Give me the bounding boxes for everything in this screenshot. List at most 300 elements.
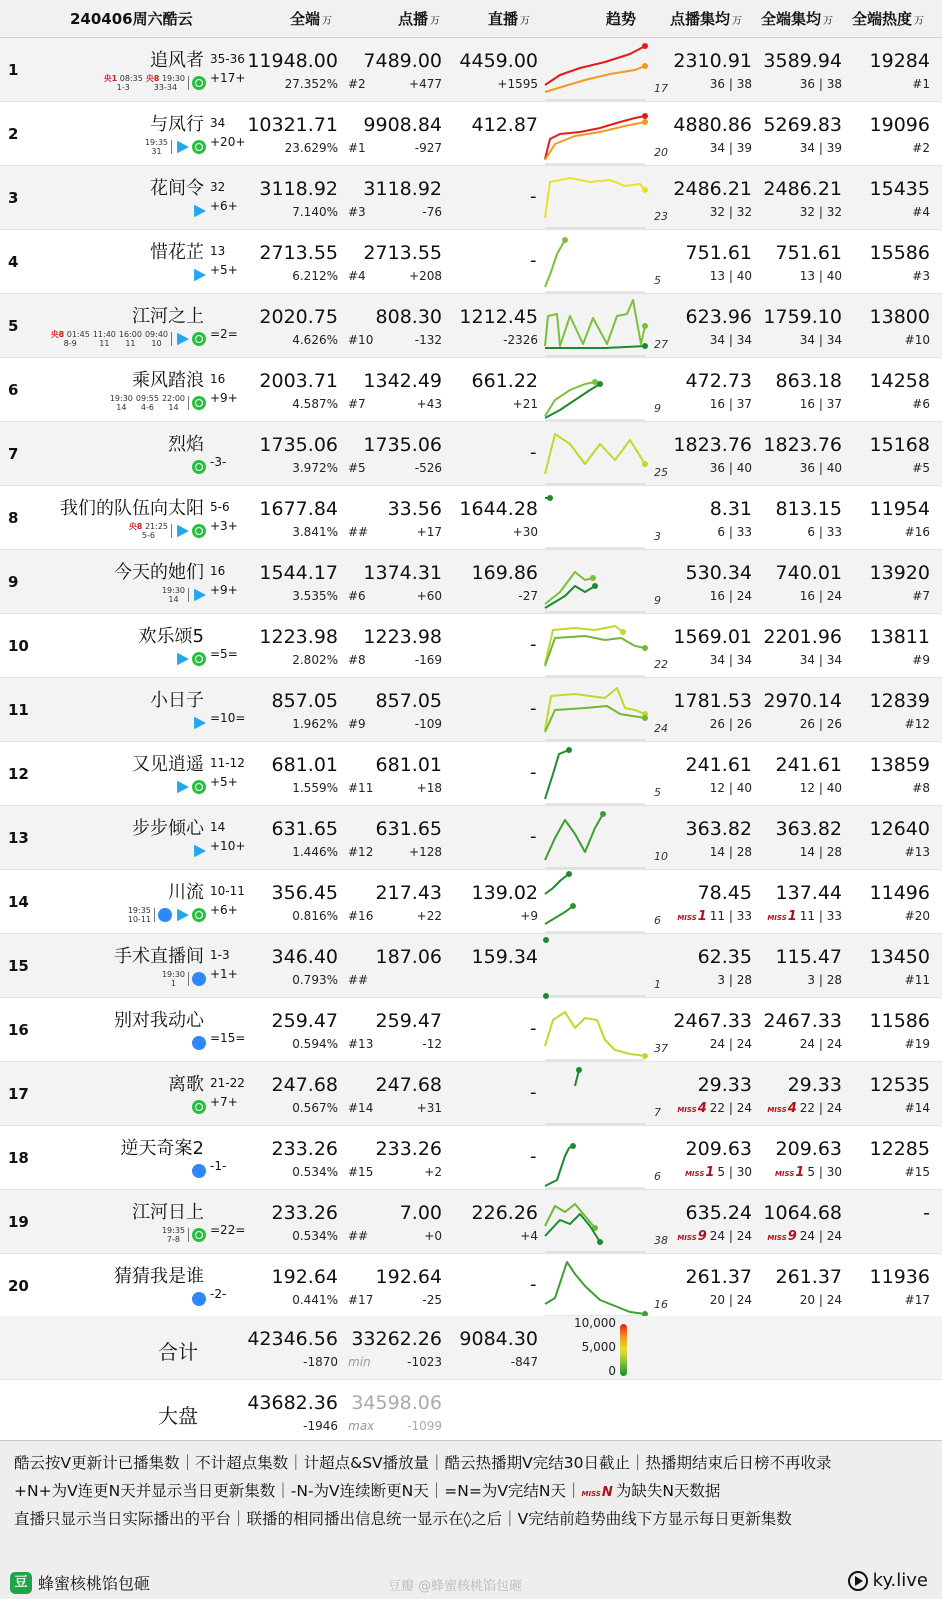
live-views: 159.34: [471, 946, 538, 968]
platforms: [192, 1034, 206, 1052]
trend-end-dot: [642, 119, 648, 125]
table-row[interactable]: [0, 1254, 942, 1318]
all-views: 259.47: [271, 1010, 338, 1032]
drama-title[interactable]: 追风者: [150, 50, 204, 71]
episode-count: 16: [654, 1298, 668, 1311]
trend-end-dot: [620, 629, 626, 635]
heat-rank: #15: [904, 1165, 930, 1179]
all-avg: 3589.94: [763, 50, 842, 72]
platforms: [175, 778, 206, 796]
tv-slot: 22:00 14: [161, 394, 185, 412]
platform-iq-icon[interactable]: [192, 780, 206, 794]
platform-yk-icon[interactable]: [192, 972, 206, 986]
update-streak: +6+: [210, 199, 238, 213]
platform-iq-icon[interactable]: [192, 460, 206, 474]
vod-change: +128: [409, 845, 442, 859]
live-empty: -: [530, 186, 537, 207]
all-avg: 813.15: [775, 498, 842, 520]
platform-tx-icon[interactable]: [192, 716, 206, 730]
vod-views: 9908.84: [363, 114, 442, 136]
watermark: 豆瓣 @蜂蜜核桃馅包砸: [388, 1579, 523, 1594]
drama-title[interactable]: 别对我动心: [114, 1010, 204, 1031]
trend-sparkline: [545, 1192, 655, 1252]
platform-iq-icon[interactable]: [192, 332, 206, 346]
vod-rank: #15: [348, 1165, 374, 1179]
trend-sparkline: [545, 1000, 655, 1060]
drama-title[interactable]: 江河之上: [132, 306, 204, 327]
vod-views: 808.30: [375, 306, 442, 328]
platforms: [145, 138, 206, 156]
live-change: +1595: [497, 77, 538, 91]
vod-avg-sub: 36 | 40: [709, 461, 752, 475]
all-views: 857.05: [271, 690, 338, 712]
rank: 18: [8, 1149, 29, 1167]
vod-avg-sub: 26 | 26: [709, 717, 752, 731]
vod-rank: #9: [348, 717, 366, 731]
drama-title[interactable]: 离歌: [168, 1074, 204, 1095]
tv-slot: 16:00 11: [118, 330, 142, 348]
update-streak: =15=: [210, 1031, 246, 1045]
totals-all: 42346.56: [247, 1328, 338, 1350]
all-views: 1677.84: [259, 498, 338, 520]
drama-title[interactable]: 乘风踏浪: [132, 370, 204, 391]
heat-rank: #3: [912, 269, 930, 283]
all-avg: 863.18: [775, 370, 842, 392]
trend-end-dot: [642, 1053, 648, 1059]
episode-count: 20: [654, 146, 668, 159]
trend-sparkline: [545, 296, 655, 356]
totals-label: 合计: [158, 1340, 198, 1364]
table-row[interactable]: [0, 1190, 942, 1254]
vod-views: 7.00: [399, 1202, 442, 1224]
tv-slot: 19:35 10-11: [127, 906, 151, 924]
episode-range: 21-22: [210, 1076, 245, 1090]
vod-avg: 4880.86: [673, 114, 752, 136]
vod-avg-sub: MISS4 22 | 24: [677, 1101, 752, 1116]
episode-range: 13: [210, 244, 226, 258]
heat: 13450: [869, 946, 930, 968]
vod-avg-sub: MISS1 11 | 33: [677, 909, 752, 924]
platform-tx-icon[interactable]: [192, 204, 206, 218]
platforms: [192, 1290, 206, 1308]
vod-change: +17: [416, 525, 442, 539]
platforms: [128, 906, 206, 924]
trend-sparkline: [545, 1128, 655, 1188]
platform-tx-icon[interactable]: [192, 844, 206, 858]
note-line-1: 酷云按V更新计已播集数｜不计超点集数｜计超点&SV播放量｜酷云热播期V完结30日截止｜热播期结束后日榜不再收录: [14, 1454, 832, 1472]
update-streak: =10=: [210, 711, 246, 725]
all-avg-sub: 20 | 24: [799, 1293, 842, 1307]
trend-sparkline: [545, 168, 655, 228]
vod-avg-sub: 34 | 34: [709, 333, 752, 347]
table-row[interactable]: [0, 102, 942, 166]
drama-title[interactable]: 烈焰: [168, 434, 204, 455]
heat-rank: #9: [912, 653, 930, 667]
trend-end-dot: [642, 187, 648, 193]
all-avg: 363.82: [775, 818, 842, 840]
table-row[interactable]: [0, 550, 942, 614]
note-line-3: 直播只显示当日实际播出的平台｜联播的相同播出信息统一显示在◊之后｜V完结前趋势曲线下方显示每日更新集数: [14, 1510, 792, 1528]
drama-title[interactable]: 逆天奇案2: [120, 1138, 204, 1159]
legend-tick-zero: 0: [608, 1364, 616, 1378]
update-streak: +17+: [210, 71, 246, 85]
trend-end-dot: [597, 1239, 603, 1245]
all-avg: 2970.14: [763, 690, 842, 712]
vod-views: 2713.55: [363, 242, 442, 264]
legend-tick-max: 10,000: [574, 1316, 616, 1330]
tv-slot: 09:55 4-6: [135, 394, 159, 412]
episode-count: 17: [654, 82, 668, 95]
platform-iq-icon[interactable]: [192, 396, 206, 410]
heat: 11936: [869, 1266, 930, 1288]
all-views: 11948.00: [247, 50, 338, 72]
vod-rank: #16: [348, 909, 374, 923]
vod-change: -109: [414, 717, 442, 731]
table-row[interactable]: [0, 742, 942, 806]
heat-rank: #11: [904, 973, 930, 987]
drama-title[interactable]: 步步倾心: [132, 818, 204, 839]
totals-all-chg: -1870: [303, 1355, 338, 1369]
episode-count: 6: [654, 914, 661, 927]
tv-slot: 19:30 1: [161, 970, 185, 988]
market-row: [0, 1380, 942, 1444]
all-views: 233.26: [271, 1138, 338, 1160]
vod-avg-sub: 24 | 24: [709, 1037, 752, 1051]
trend-end-dot: [590, 575, 596, 581]
table-row[interactable]: [0, 358, 942, 422]
all-views: 1223.98: [259, 626, 338, 648]
table-row[interactable]: [0, 230, 942, 294]
platform-tx-icon[interactable]: [175, 332, 189, 346]
vod-change: -927: [414, 141, 442, 155]
heat: 13800: [869, 306, 930, 328]
vod-avg: 241.61: [685, 754, 752, 776]
vod-views: 259.47: [375, 1010, 442, 1032]
heat: 15435: [869, 178, 930, 200]
heat: 19096: [869, 114, 930, 136]
site-link[interactable]: [848, 1570, 928, 1591]
drama-title[interactable]: 川流: [168, 882, 204, 903]
rank: 11: [8, 701, 29, 719]
trend-line: [545, 46, 645, 85]
market-share: 3.841%: [292, 525, 338, 539]
market-share: 0.816%: [292, 909, 338, 923]
vod-rank: #11: [348, 781, 374, 795]
vod-avg-sub: 13 | 40: [709, 269, 752, 283]
table-row[interactable]: [0, 486, 942, 550]
rank: 1: [8, 61, 19, 79]
col-heat: 全端热度 万: [852, 10, 925, 28]
vod-views: 187.06: [375, 946, 442, 968]
all-views: 247.68: [271, 1074, 338, 1096]
platform-tx-icon[interactable]: [175, 908, 189, 922]
episode-count: 10: [654, 850, 668, 863]
trend-sparkline: [545, 488, 655, 548]
platform-iq-icon[interactable]: [192, 652, 206, 666]
drama-title[interactable]: 与凤行: [150, 114, 204, 135]
all-views: 192.64: [271, 1266, 338, 1288]
table-row[interactable]: [0, 678, 942, 742]
trend-end-dot: [642, 63, 648, 69]
vod-rank: #2: [348, 77, 366, 91]
totals-vod: 33262.26: [351, 1328, 442, 1350]
update-streak: +10+: [210, 839, 246, 853]
platforms: [192, 202, 206, 220]
trend-line: [545, 572, 593, 604]
vod-change: +477: [409, 77, 442, 91]
trend-sparkline: [545, 808, 655, 868]
market-share: 1.559%: [292, 781, 338, 795]
vod-avg-sub: 6 | 33: [717, 525, 752, 539]
vod-avg: 363.82: [685, 818, 752, 840]
live-views: 4459.00: [459, 50, 538, 72]
update-streak: +1+: [210, 967, 238, 981]
vod-avg: 29.33: [697, 1074, 752, 1096]
drama-title[interactable]: 江河日上: [132, 1202, 204, 1223]
heat: 13859: [869, 754, 930, 776]
market-share: 7.140%: [292, 205, 338, 219]
all-avg-sub: 34 | 34: [799, 333, 842, 347]
table-row[interactable]: [0, 38, 942, 102]
tv-slot: 央8 01:45 8-9: [50, 330, 90, 348]
platforms: [162, 970, 206, 988]
drama-title[interactable]: 欢乐颂5: [138, 626, 204, 647]
update-streak: =2=: [210, 327, 238, 341]
platform-tx-icon[interactable]: [175, 652, 189, 666]
heat-rank: #1: [912, 77, 930, 91]
divider: [188, 1228, 189, 1242]
platform-tx-icon[interactable]: [175, 140, 189, 154]
live-empty: -: [530, 762, 537, 783]
platform-tx-icon[interactable]: [192, 588, 206, 602]
vod-rank: #8: [348, 653, 366, 667]
vod-views: 3118.92: [363, 178, 442, 200]
vod-avg: 623.96: [685, 306, 752, 328]
tv-slot: 19:35 7-8: [161, 1226, 185, 1244]
vod-avg: 635.24: [685, 1202, 752, 1224]
trend-end-dot: [642, 461, 648, 467]
vod-avg: 2310.91: [673, 50, 752, 72]
trend-end-dot: [566, 871, 572, 877]
drama-title[interactable]: 惜花芷: [150, 242, 204, 263]
drama-title[interactable]: 我们的队伍向太阳: [60, 498, 204, 519]
heat-rank: #6: [912, 397, 930, 411]
divider: [171, 140, 172, 154]
vod-views: 1223.98: [363, 626, 442, 648]
vod-avg: 8.31: [709, 498, 752, 520]
update-streak: +5+: [210, 263, 238, 277]
table-row[interactable]: [0, 934, 942, 998]
divider: [188, 972, 189, 986]
trend-end-dot: [562, 237, 568, 243]
market-share: 23.629%: [284, 141, 338, 155]
platform-iq-icon[interactable]: [192, 524, 206, 538]
totals-live: 9084.30: [459, 1328, 538, 1350]
update-streak: +5+: [210, 775, 238, 789]
table-row[interactable]: [0, 1126, 942, 1190]
rank: 3: [8, 189, 19, 207]
live-views: 412.87: [471, 114, 538, 136]
vod-avg-sub: 36 | 38: [709, 77, 752, 91]
drama-title[interactable]: 手术直播间: [114, 946, 204, 967]
vod-views: 217.43: [375, 882, 442, 904]
market-share: 3.972%: [292, 461, 338, 475]
trend-end-dot: [570, 903, 576, 909]
all-avg: 740.01: [775, 562, 842, 584]
all-avg-sub: MISS4 22 | 24: [767, 1101, 842, 1116]
platform-iq-icon[interactable]: [192, 1100, 206, 1114]
vod-avg-sub: 16 | 37: [709, 397, 752, 411]
vod-rank: #7: [348, 397, 366, 411]
vod-change: -169: [414, 653, 442, 667]
live-empty: -: [530, 442, 537, 463]
update-streak: -2-: [210, 1287, 227, 1301]
trend-line: [545, 626, 623, 664]
trend-end-dot: [642, 113, 648, 119]
trend-sparkline: [545, 104, 655, 164]
platforms: [192, 1098, 206, 1116]
platform-iq-icon[interactable]: [192, 1228, 206, 1242]
drama-title[interactable]: 今天的她们: [114, 562, 204, 583]
heat: 13920: [869, 562, 930, 584]
table-row[interactable]: [0, 870, 942, 934]
live-views: 169.86: [471, 562, 538, 584]
trend-line: [545, 66, 645, 92]
trend-line: [545, 1146, 573, 1186]
heat-rank: #2: [912, 141, 930, 155]
all-avg-sub: 13 | 40: [799, 269, 842, 283]
drama-title[interactable]: 花间令: [150, 178, 204, 199]
all-avg-sub: MISS9 24 | 24: [767, 1229, 842, 1244]
col-all: 全端 万: [290, 10, 333, 28]
all-views: 681.01: [271, 754, 338, 776]
episode-count: 7: [654, 1106, 661, 1119]
col-vod-avg: 点播集均 万: [670, 10, 743, 28]
all-avg: 2201.96: [763, 626, 842, 648]
table-row[interactable]: [0, 1062, 942, 1126]
vod-change: -25: [422, 1293, 442, 1307]
platform-tx-icon[interactable]: [175, 780, 189, 794]
vod-rank: ##: [348, 973, 369, 987]
color-scale-legend: [548, 1316, 658, 1382]
table-row[interactable]: [0, 422, 942, 486]
table-row[interactable]: [0, 998, 942, 1062]
trend-end-dot: [597, 381, 603, 387]
trend-sparkline: [545, 40, 655, 100]
tv-slot: 央1 08:35 1-3: [103, 74, 143, 92]
vod-rank: #4: [348, 269, 366, 283]
all-views: 233.26: [271, 1202, 338, 1224]
drama-title[interactable]: 又见逍遥: [132, 754, 204, 775]
platforms: [51, 330, 206, 348]
trend-sparkline: [545, 424, 655, 484]
market-share: 0.793%: [292, 973, 338, 987]
trend-line: [545, 434, 645, 474]
heat: 19284: [869, 50, 930, 72]
episode-count: 9: [654, 402, 661, 415]
platform-yk-icon[interactable]: [192, 1292, 206, 1306]
table-row[interactable]: [0, 166, 942, 230]
platform-iq-icon[interactable]: [192, 76, 206, 90]
brand-name: 蜂蜜核桃馅包砸: [38, 1574, 151, 1593]
col-live: 直播 万: [488, 10, 531, 28]
trend-line: [545, 750, 569, 799]
rank: 14: [8, 893, 29, 911]
platform-yk-icon[interactable]: [192, 1036, 206, 1050]
rank: 13: [8, 829, 29, 847]
table-row[interactable]: [0, 806, 942, 870]
market-share: 4.626%: [292, 333, 338, 347]
vod-rank: #14: [348, 1101, 374, 1115]
episode-count: 1: [654, 978, 661, 991]
all-avg-sub: 24 | 24: [799, 1037, 842, 1051]
vod-rank: #12: [348, 845, 374, 859]
episode-range: 34: [210, 116, 226, 130]
drama-title[interactable]: 小日子: [150, 690, 204, 711]
vod-views: 681.01: [375, 754, 442, 776]
market-share: 6.212%: [292, 269, 338, 283]
rank: 9: [8, 573, 19, 591]
vod-avg: 751.61: [685, 242, 752, 264]
platforms: [104, 74, 206, 92]
update-streak: +7+: [210, 1095, 238, 1109]
platform-iq-icon[interactable]: [192, 908, 206, 922]
episode-count: 23: [654, 210, 668, 223]
all-avg: 137.44: [775, 882, 842, 904]
heat-rank: #7: [912, 589, 930, 603]
platforms: [192, 714, 206, 732]
heat: 13811: [869, 626, 930, 648]
vod-views: 7489.00: [363, 50, 442, 72]
all-avg: 1759.10: [763, 306, 842, 328]
platform-tx-icon[interactable]: [175, 524, 189, 538]
episode-range: 5-6: [210, 500, 230, 514]
episode-count: 25: [654, 466, 668, 479]
trend-end-dot: [642, 343, 648, 349]
vod-rank: #6: [348, 589, 366, 603]
rank: 4: [8, 253, 19, 271]
all-avg: 29.33: [787, 1074, 842, 1096]
trend-sparkline: [545, 872, 655, 932]
trend-line: [545, 240, 565, 287]
platform-iq-icon[interactable]: [192, 140, 206, 154]
vod-views: 192.64: [375, 1266, 442, 1288]
vod-change: -76: [422, 205, 442, 219]
all-avg: 2486.21: [763, 178, 842, 200]
trend-line: [545, 1214, 600, 1242]
platform-tx-icon[interactable]: [192, 268, 206, 282]
table-row[interactable]: [0, 614, 942, 678]
episode-count: 5: [654, 274, 661, 287]
platform-yk-icon[interactable]: [158, 908, 172, 922]
tv-slot: 19:30 14: [109, 394, 133, 412]
vod-avg-sub: 14 | 28: [709, 845, 752, 859]
tv-slot: 19:35 31: [144, 138, 168, 156]
heat-rank: #14: [904, 1101, 930, 1115]
table-row[interactable]: [0, 294, 942, 358]
heat: 12640: [869, 818, 930, 840]
platform-yk-icon[interactable]: [192, 1164, 206, 1178]
vod-change: +0: [424, 1229, 442, 1243]
drama-title[interactable]: 猜猜我是谁: [114, 1266, 204, 1287]
totals-vod-tag: min: [348, 1355, 371, 1369]
trend-end-dot: [592, 583, 598, 589]
divider: [188, 588, 189, 602]
episode-count: 22: [654, 658, 668, 671]
all-avg-sub: 16 | 24: [799, 589, 842, 603]
platforms: [192, 458, 206, 476]
table-header: [0, 0, 942, 38]
